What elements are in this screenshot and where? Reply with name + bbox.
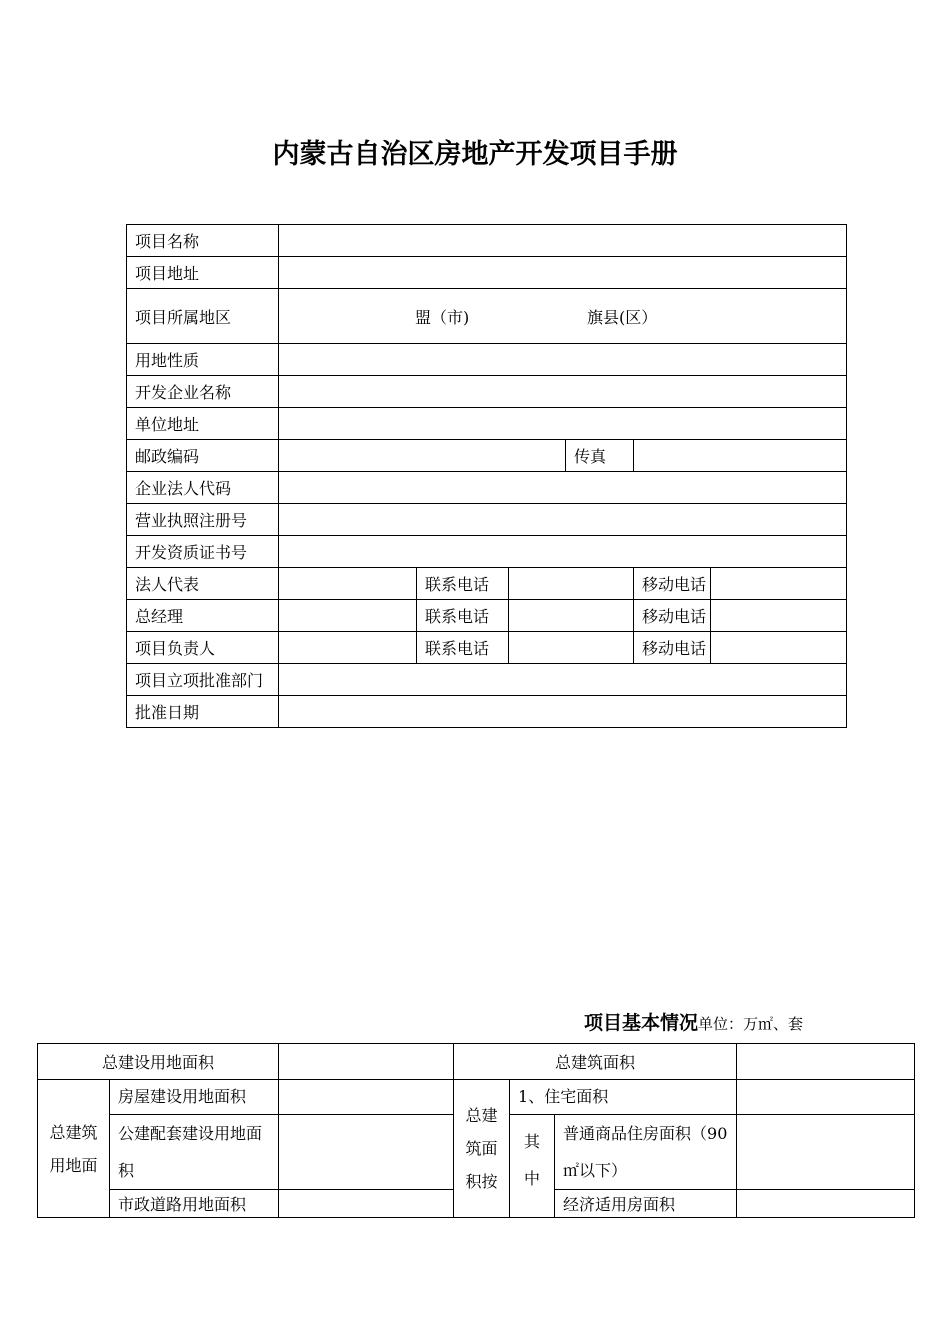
row-project-region [127,289,847,344]
affordable-housing-field[interactable] [737,1190,915,1218]
field-mobile-phone[interactable] [711,600,847,632]
label-fax: 传真 [566,440,634,472]
total-land-label: 总建设用地面积 [38,1044,279,1080]
housing-land-label: 房屋建设用地面积 [110,1080,279,1115]
public-land-field[interactable] [279,1115,454,1190]
section-heading [584,1008,803,1035]
row-general-manager [127,600,847,632]
residential-field[interactable] [737,1080,915,1115]
label-land-nature: 用地性质 [127,344,279,376]
basic-row-1 [38,1080,915,1115]
label-postcode: 邮政编码 [127,440,279,472]
label-legal-rep: 法人代表 [127,568,279,600]
label-contact-phone: 联系电话 [417,600,509,632]
basic-info-table [37,1043,915,1218]
field-business-license[interactable] [279,504,847,536]
page-title: 内蒙古自治区房地产开发项目手册 [272,139,678,170]
field-project-region[interactable] [279,289,847,344]
section-unit: 单位：万㎡、套 [698,1015,804,1033]
label-developer-name: 开发企业名称 [127,376,279,408]
field-legal-code[interactable] [279,472,847,504]
field-mobile-phone[interactable] [711,632,847,664]
affordable-housing-label: 经济适用房面积 [555,1190,737,1218]
label-project-leader: 项目负责人 [127,632,279,664]
row-company-address [127,408,847,440]
among-label: 其中 [510,1115,555,1218]
label-mobile-phone: 移动电话 [634,600,711,632]
field-qualification-cert[interactable] [279,536,847,568]
field-project-address[interactable] [279,257,847,289]
field-company-address[interactable] [279,408,847,440]
total-floor-field[interactable] [737,1044,915,1080]
label-project-address: 项目地址 [127,257,279,289]
row-project-address [127,257,847,289]
public-land-label: 公建配套建设用地面积 [110,1115,279,1190]
field-project-name[interactable] [279,225,847,257]
label-qualification-cert: 开发资质证书号 [127,536,279,568]
land-group-label: 总建筑用地面 [38,1080,110,1218]
field-contact-phone[interactable] [509,632,634,664]
label-general-manager: 总经理 [127,600,279,632]
row-legal-rep [127,568,847,600]
label-project-region: 项目所属地区 [127,289,279,344]
field-approval-dept[interactable] [279,664,847,696]
field-fax[interactable] [634,440,847,472]
field-mobile-phone[interactable] [711,568,847,600]
field-contact-phone[interactable] [509,568,634,600]
section-title: 项目基本情况 [584,1012,699,1034]
row-business-license [127,504,847,536]
ordinary-housing-label: 普通商品住房面积（90㎡以下） [555,1115,737,1190]
row-land-nature [127,344,847,376]
region-banner-label: 旗县(区） [587,307,658,327]
housing-land-field[interactable] [279,1080,454,1115]
row-approval-date [127,696,847,728]
field-land-nature[interactable] [279,344,847,376]
field-project-leader[interactable] [279,632,417,664]
total-land-field[interactable] [279,1044,454,1080]
field-legal-rep[interactable] [279,568,417,600]
row-postcode [127,440,847,472]
row-legal-code [127,472,847,504]
residential-label: 1、住宅面积 [510,1080,737,1115]
row-project-leader [127,632,847,664]
label-mobile-phone: 移动电话 [634,568,711,600]
field-postcode[interactable] [279,440,566,472]
label-company-address: 单位地址 [127,408,279,440]
project-info-table [126,224,847,728]
label-legal-code: 企业法人代码 [127,472,279,504]
row-qualification-cert [127,536,847,568]
label-approval-dept: 项目立项批准部门 [127,664,279,696]
region-league-label: 盟（市) [415,307,470,327]
field-contact-phone[interactable] [509,600,634,632]
label-contact-phone: 联系电话 [417,632,509,664]
label-contact-phone: 联系电话 [417,568,509,600]
basic-header-row [38,1044,915,1080]
row-developer-name [127,376,847,408]
field-developer-name[interactable] [279,376,847,408]
field-approval-date[interactable] [279,696,847,728]
row-project-name [127,225,847,257]
label-business-license: 营业执照注册号 [127,504,279,536]
field-general-manager[interactable] [279,600,417,632]
row-approval-dept [127,664,847,696]
label-mobile-phone: 移动电话 [634,632,711,664]
road-land-field[interactable] [279,1190,454,1218]
floor-group-label: 总建筑面积按 [454,1080,510,1218]
label-approval-date: 批准日期 [127,696,279,728]
label-project-name: 项目名称 [127,225,279,257]
total-floor-label: 总建筑面积 [454,1044,737,1080]
road-land-label: 市政道路用地面积 [110,1190,279,1218]
ordinary-housing-field[interactable] [737,1115,915,1190]
